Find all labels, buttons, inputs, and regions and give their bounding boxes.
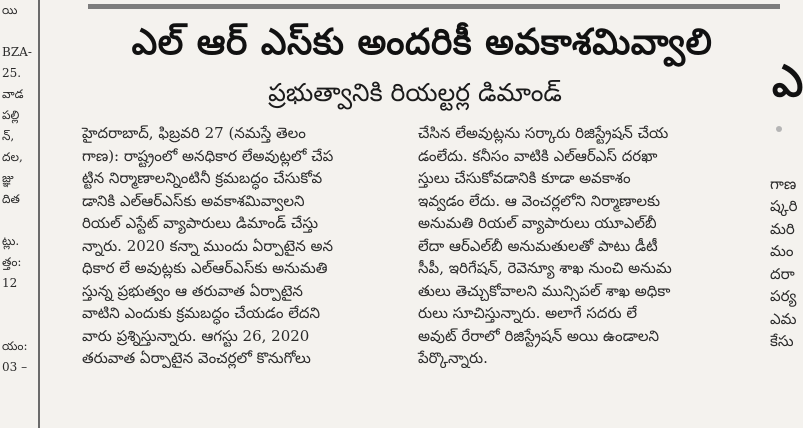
body-line: సీపీ, ఇరిగేషన్, రెవెన్యూ శాఖ నుంచి అనుమ	[418, 259, 672, 277]
body-line: అవుట్ రేరాలో రిజిస్ట్రేషన్ అయి ఉండాలని	[418, 326, 660, 345]
fragment-line: కేసు	[770, 332, 794, 350]
fragment-line: మం	[770, 242, 794, 260]
fragment-line	[0, 210, 38, 231]
body-line: స్తులు చేసుకోవడానికి కూడా అవకాశం	[418, 169, 631, 187]
adjacent-article-fragment-right	[766, 0, 803, 428]
fragment-line: యి	[2, 3, 18, 17]
fragment-line: మరి	[770, 219, 795, 238]
body-line: న్నారు. 2020 కన్నా ముందు ఏర్పాటైన అన	[82, 236, 334, 255]
fragment-line: దల,	[2, 150, 23, 164]
fragment-line: త్తం:	[2, 255, 22, 269]
body-line: అనుమతి రియల్ వ్యాపారులు యూఎల్‌బీ	[418, 214, 657, 232]
fragment-line	[0, 294, 38, 315]
fragment-line: 25.	[2, 66, 22, 80]
top-rule	[88, 4, 780, 9]
body-line: రులు సూచిస్తున్నారు. అలాగే సదరు లే	[418, 304, 637, 322]
fragment-line: దరా	[770, 264, 795, 283]
subheadline: ప్రభుత్వానికి రియల్టర్ల డిమాండ్	[268, 78, 562, 107]
headline: ఎల్ ఆర్ ఎస్‌కు అందరికీ అవకాశమివ్వాలి	[131, 22, 713, 63]
fragment-line: 03 –	[2, 360, 28, 374]
body-line: పేర్కొన్నారు.	[418, 349, 488, 367]
fragment-line: ష్కరి	[770, 197, 798, 215]
fragment-line: గాణ	[770, 174, 797, 193]
adjacent-article-fragment-left	[0, 0, 40, 428]
fragment-line: న్,	[2, 129, 15, 143]
body-line: స్తున్న ప్రభుత్వం ఆ తరువాత ఏర్పాటైన	[82, 281, 303, 300]
body-line: తరువాత ఏర్పాటైన వెంచర్లలో కొనుగోలు	[82, 349, 311, 367]
body-line: రియల్ ఎస్టేట్ వ్యాపారులు డిమాండ్ చేస్తు	[82, 214, 319, 232]
fragment-line: జ్ఞు	[2, 171, 14, 185]
body-line: డంలేదు. కనీసం వాటికి ఎల్‌ఆర్‌ఎస్ దరఖా	[418, 146, 658, 165]
bullet-dot	[776, 126, 782, 132]
fragment-line: BZA-	[2, 45, 32, 59]
fragment-line: పల్లి	[2, 108, 20, 122]
body-line: లేదా ఆర్‌ఎల్‌బీ అనుమతులతో పాటు డీటీ	[418, 236, 658, 255]
right-fragment-headline: ఎ	[772, 56, 803, 107]
fragment-line: వాడ	[2, 87, 24, 101]
body-line: వాటిని ఎందుకు క్రమబద్ధం చేయడం లేదని	[82, 304, 321, 322]
body-line: ఇవ్వడం లేదు. ఆ వెంచర్లలోని నిర్మాణాలకు	[418, 191, 661, 210]
fragment-line	[0, 315, 38, 336]
right-fragment-lines	[770, 150, 798, 353]
body-line: డానికి ఎల్‌ఆర్‌ఎస్‌కు అవకాశమివ్వాలని	[82, 191, 305, 210]
body-column-1	[82, 122, 390, 428]
body-line: చేసిన లేఅవుట్లను సర్కారు రిజిస్ట్రేషన్ చేయ	[418, 124, 669, 142]
body-line: వారు ప్రశ్నిస్తున్నారు. ఆగస్టు 26, 2020	[82, 326, 310, 345]
fragment-line: దిత	[2, 192, 20, 206]
fragment-line: ట్లు.	[2, 234, 20, 248]
fragment-line: పర్య	[770, 287, 797, 305]
fragment-line: ఎమ	[770, 309, 797, 328]
fragment-line	[0, 21, 38, 42]
body-column-2	[418, 122, 740, 428]
body-line: హైదరాబాద్, ఫిబ్రవరి 27 (నమస్తే తెలం	[82, 124, 306, 142]
body-line: ధికార లే అవుట్లకు ఎల్‌ఆర్‌ఎస్‌కు అనుమతి	[82, 259, 328, 277]
body-line: గాణ): రాష్ట్రంలో అనధికార లేఅవుట్లలో చేప	[82, 146, 334, 165]
body-line: తులు తెచ్చుకోవాలని మున్సిపల్ శాఖ అధికా	[418, 281, 671, 300]
body-line: ట్టిన నిర్మాణాలన్నింటినీ క్రమబద్ధం చేసుకోవ	[82, 169, 323, 187]
fragment-line	[770, 150, 798, 173]
fragment-line: యం:	[2, 339, 28, 353]
fragment-line: 12	[2, 276, 18, 290]
